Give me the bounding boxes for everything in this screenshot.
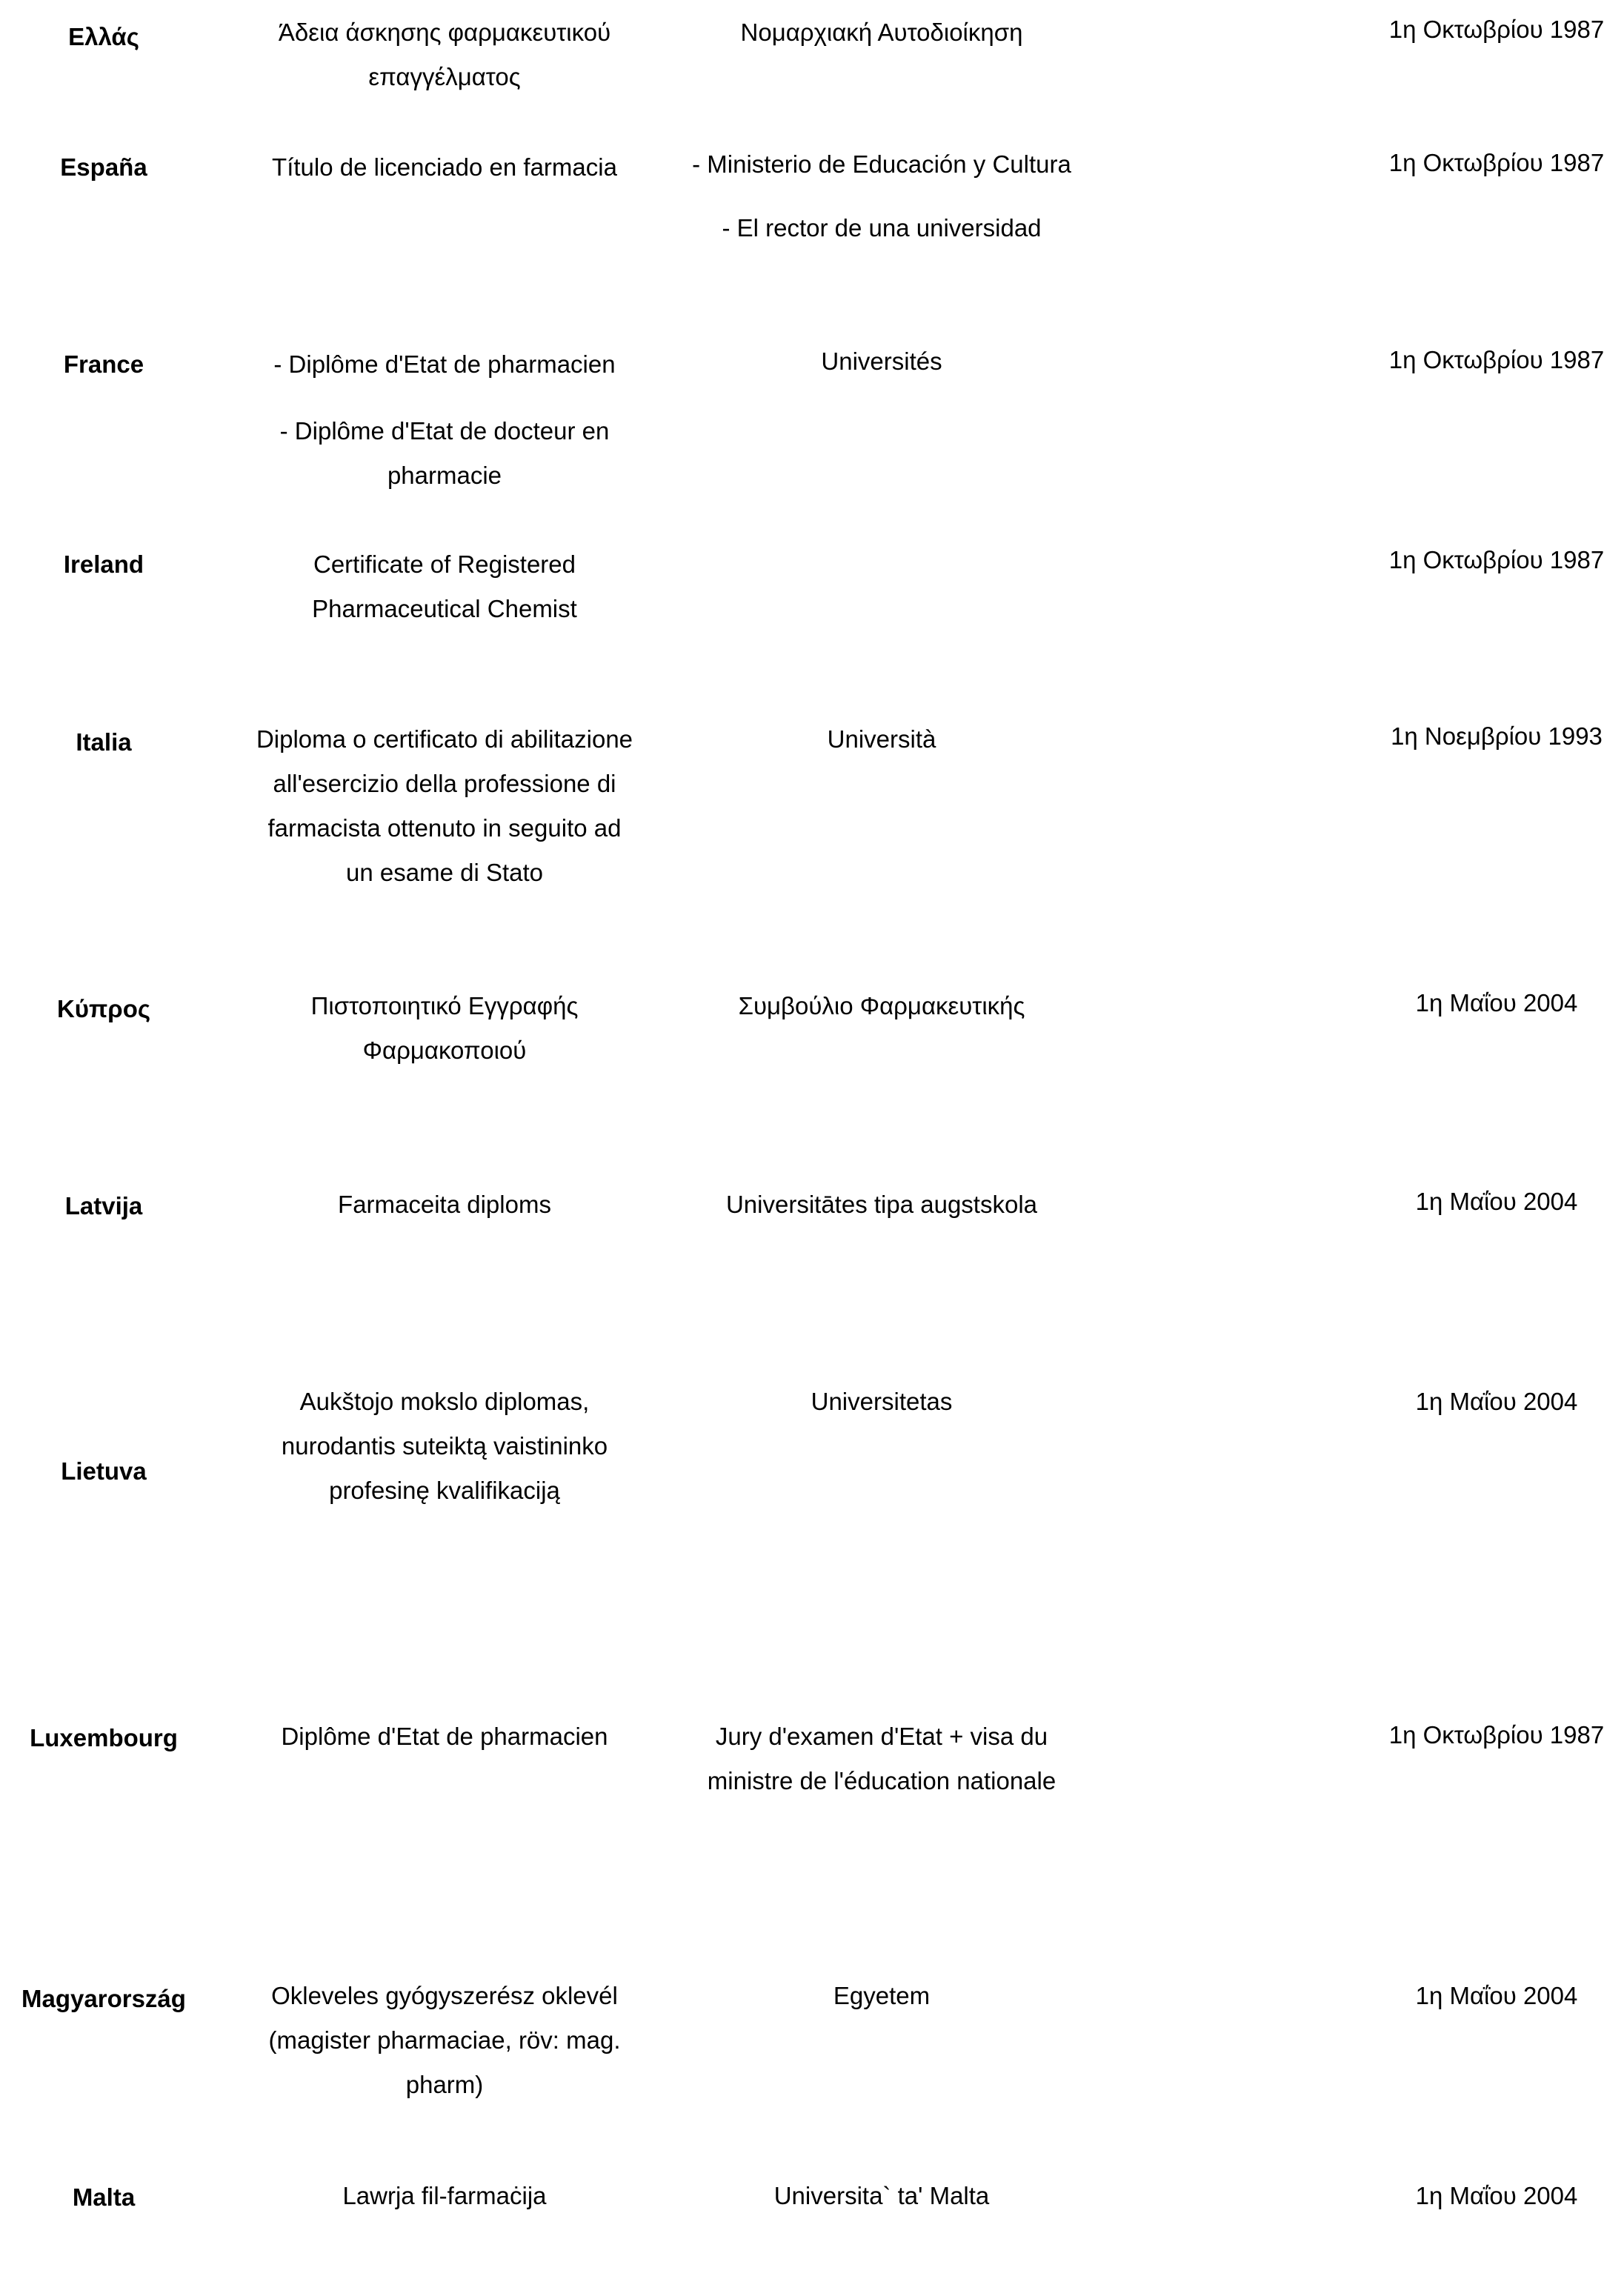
reference-date: 1η Οκτωβρίου 1987 bbox=[1388, 1721, 1605, 1749]
diploma-title bbox=[222, 342, 667, 498]
reference-date: 1η Οκτωβρίου 1987 bbox=[1388, 16, 1605, 43]
awarding-body-line: Universitetas bbox=[811, 1388, 953, 1415]
country-name: Latvija bbox=[64, 1192, 143, 1220]
diploma-title bbox=[222, 1182, 667, 1227]
awarding-body-line: Università bbox=[827, 725, 936, 753]
diploma-line: Άδεια άσκησης φαρμακευτικού bbox=[278, 19, 611, 46]
awarding-body-line: Jury d'examen d'Etat + visa du bbox=[715, 1723, 1048, 1750]
reference-date: 1η Μαΐου 2004 bbox=[1415, 989, 1578, 1017]
awarding-body-line: Συμβούλιο Φαρμακευτικής bbox=[738, 992, 1025, 1019]
reference-date: 1η Οκτωβρίου 1987 bbox=[1388, 346, 1605, 373]
diploma-title bbox=[222, 984, 667, 1073]
awarding-body bbox=[667, 717, 1096, 762]
diploma-line: un esame di Stato bbox=[346, 859, 543, 886]
reference-date: 1η Μαΐου 2004 bbox=[1415, 1388, 1578, 1415]
awarding-body bbox=[667, 1974, 1096, 2018]
diploma-line: - Diplôme d'Etat de docteur en bbox=[279, 417, 610, 445]
reference-date: 1η Μαΐου 2004 bbox=[1415, 1982, 1578, 2009]
awarding-body-line: ministre de l'éducation nationale bbox=[707, 1767, 1056, 1794]
country-name: Malta bbox=[72, 2183, 136, 2211]
diploma-line: Okleveles gyógyszerész oklevél bbox=[271, 1982, 618, 2009]
diploma-title bbox=[222, 10, 667, 99]
diploma-title bbox=[222, 1974, 667, 2107]
awarding-body bbox=[667, 1714, 1096, 1803]
awarding-body bbox=[667, 339, 1096, 384]
diploma-title bbox=[222, 542, 667, 631]
diploma-line: pharmacie bbox=[387, 462, 502, 489]
country-name: Κύπρος bbox=[56, 995, 151, 1022]
awarding-body-line: Universités bbox=[821, 347, 942, 375]
diploma-line: Farmaceita diploms bbox=[338, 1191, 551, 1218]
country-name: Ireland bbox=[63, 550, 144, 578]
awarding-body bbox=[667, 2174, 1096, 2218]
country-name: Magyarország bbox=[21, 1985, 186, 2012]
diploma-line: Diploma o certificato di abilitazione bbox=[256, 725, 633, 753]
country-name: Luxembourg bbox=[30, 1724, 178, 1751]
awarding-body-line: Universita` ta' Malta bbox=[773, 2182, 990, 2209]
diploma-line: farmacista ottenuto in seguito ad bbox=[267, 814, 622, 842]
diploma-line: Diplôme d'Etat de pharmacien bbox=[281, 1723, 608, 1750]
country-name: España bbox=[60, 153, 147, 181]
diploma-title bbox=[222, 1380, 667, 1513]
diploma-line: Certificate of Registered bbox=[313, 550, 576, 578]
diploma-line: nurodantis suteiktą vaistininko bbox=[281, 1432, 608, 1460]
diploma-line: Lawrja fil-farmaċija bbox=[342, 2182, 547, 2209]
awarding-body bbox=[667, 1380, 1096, 1424]
diploma-title bbox=[222, 2174, 667, 2218]
diploma-line: Pharmaceutical Chemist bbox=[312, 595, 577, 622]
awarding-body bbox=[667, 1182, 1096, 1227]
country-name: France bbox=[63, 350, 144, 378]
awarding-body bbox=[667, 142, 1096, 250]
diploma-line: Aukštojo mokslo diplomas, bbox=[299, 1388, 590, 1415]
diploma-line: Título de licenciado en farmacia bbox=[272, 153, 617, 181]
awarding-body-line: - Ministerio de Educación y Cultura bbox=[692, 150, 1071, 178]
country-name: Lietuva bbox=[61, 1457, 147, 1485]
diploma-line: profesinę kvalifikaciją bbox=[329, 1477, 560, 1504]
reference-date: 1η Νοεμβρίου 1993 bbox=[1391, 722, 1603, 750]
reference-date: 1η Μαΐου 2004 bbox=[1415, 2182, 1578, 2209]
reference-date: 1η Οκτωβρίου 1987 bbox=[1388, 149, 1605, 176]
country-name: Ελλάς bbox=[68, 23, 139, 50]
country-name: Italia bbox=[76, 728, 132, 756]
diploma-line: pharm) bbox=[405, 2071, 484, 2098]
reference-date: 1η Οκτωβρίου 1987 bbox=[1388, 546, 1605, 573]
awarding-body bbox=[667, 984, 1096, 1028]
awarding-body-line: Universitātes tipa augstskola bbox=[725, 1191, 1038, 1218]
diploma-line: all'esercizio della professione di bbox=[273, 770, 616, 797]
diploma-line: (magister pharmaciae, röv: mag. bbox=[268, 2026, 621, 2054]
awarding-body bbox=[667, 10, 1096, 55]
diploma-line: - Diplôme d'Etat de pharmacien bbox=[273, 350, 616, 378]
awarding-body-line: Νομαρχιακή Αυτοδιοίκηση bbox=[740, 19, 1023, 46]
diploma-title bbox=[222, 717, 667, 895]
diploma-title bbox=[222, 145, 667, 190]
diploma-line: Πιστοποιητικό Εγγραφής bbox=[310, 992, 579, 1019]
awarding-body-line: Egyetem bbox=[833, 1982, 931, 2009]
diploma-title bbox=[222, 1714, 667, 1759]
reference-date: 1η Μαΐου 2004 bbox=[1415, 1188, 1578, 1215]
diploma-line: Φαρμακοποιού bbox=[362, 1037, 527, 1064]
diploma-line: επαγγέλματος bbox=[368, 63, 521, 90]
awarding-body-line: - El rector de una universidad bbox=[722, 214, 1042, 242]
